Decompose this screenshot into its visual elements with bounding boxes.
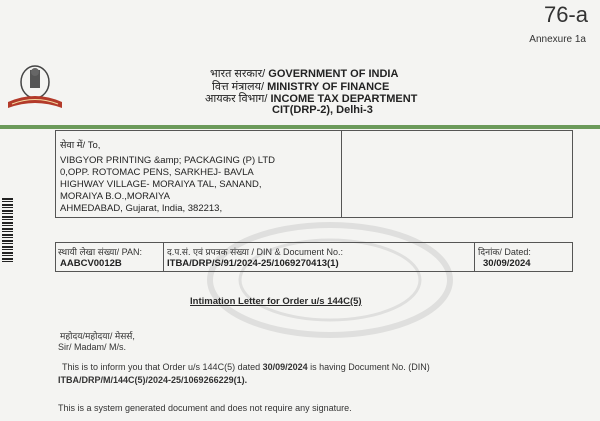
gov-hindi: भारत सरकार/: [210, 68, 266, 80]
side-barcode: [2, 198, 13, 262]
page-number: 76-a: [543, 2, 588, 27]
address-box-divider: [341, 130, 342, 217]
ministry-hindi: वित्त मंत्रालय/: [212, 81, 265, 93]
para-document-number: ITBA/DRP/M/144C(5)/2024-25/1069266229(1).: [58, 375, 248, 385]
id-box-divider: [163, 242, 164, 271]
salutation-english: Sir/ Madam/ M/s.: [58, 342, 127, 352]
address-line: MORAIYA B.O.,MORAIYA: [60, 191, 170, 202]
para-text: is having Document No. (DIN): [310, 362, 430, 372]
date-label: दिनांक/ Dated:: [478, 247, 531, 257]
gov-english: GOVERNMENT OF INDIA: [268, 68, 399, 80]
para-order-date: 30/09/2024: [262, 362, 308, 372]
address-line: 0,OPP. ROTOMAC PENS, SARKHEJ- BAVLA: [60, 167, 254, 178]
address-line: HIGHWAY VILLAGE- MORAIYA TAL, SANAND,: [60, 179, 262, 190]
annexure-label: Annexure 1a: [529, 34, 586, 45]
header-divider: [0, 125, 600, 129]
office-line: [272, 104, 373, 116]
date-value: 30/09/2024: [483, 258, 531, 269]
id-box-divider: [474, 242, 475, 271]
dept-hindi: आयकर विभाग/: [205, 93, 268, 105]
to-label: सेवा में/ To,: [60, 140, 101, 151]
din-value: ITBA/DRP/S/91/2024-25/1069270413(1): [167, 258, 339, 269]
footer-note: This is a system generated document and does not require any signature.: [58, 403, 352, 413]
document-title: Intimation Letter for Order u/s 144C(5): [190, 296, 362, 307]
salutation-hindi: महोदय/महोदया/ मेसर्स,: [60, 331, 135, 341]
address-line: AHMEDABAD, Gujarat, India, 382213,: [60, 203, 223, 214]
dept-english: INCOME TAX DEPARTMENT: [270, 93, 418, 105]
pan-label: स्थायी लेखा संख्या/ PAN:: [58, 247, 142, 257]
pan-value: AABCV0012B: [60, 258, 122, 269]
para-text: This is to inform you that Order u/s 144C(5) dated: [62, 362, 261, 372]
din-label: द.प.सं. एवं प्रपत्रक संख्या / DIN & Document No.:: [167, 247, 344, 257]
income-tax-emblem-icon: [4, 62, 66, 110]
ministry-english: MINISTRY OF FINANCE: [267, 81, 390, 93]
intimation-paragraph: [62, 362, 430, 372]
address-line: VIBGYOR PRINTING &amp; PACKAGING (P) LTD: [60, 155, 276, 166]
office-name: CIT(DRP-2), Delhi-3: [272, 104, 373, 116]
watermark-seal-icon: [200, 220, 460, 340]
